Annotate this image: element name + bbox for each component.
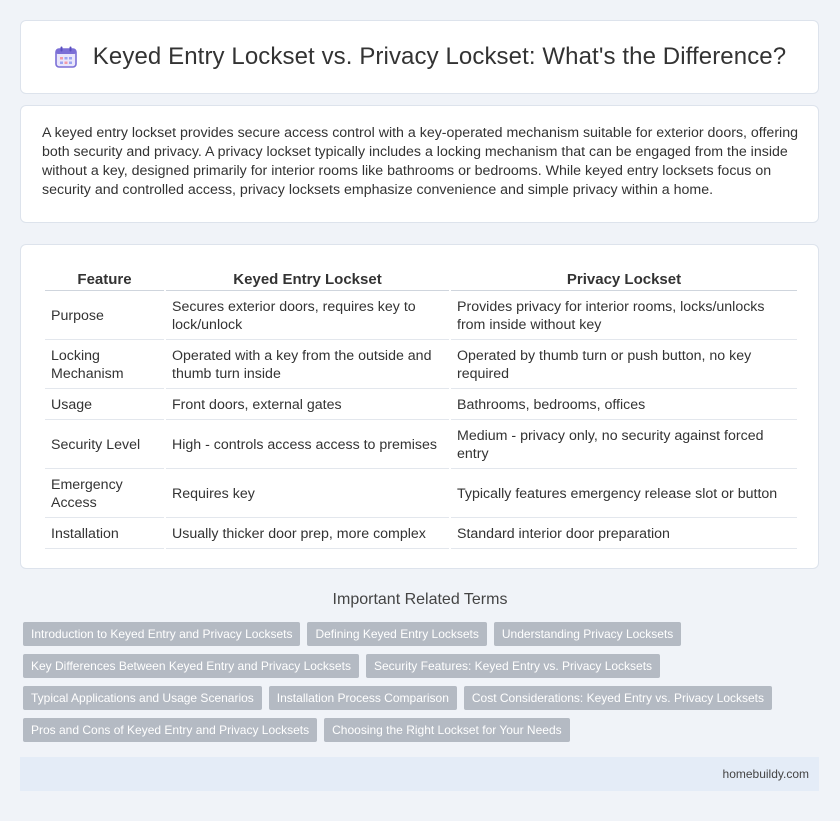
table-cell: Installation — [45, 518, 164, 549]
table-header-row — [45, 266, 797, 291]
table-row — [45, 518, 797, 549]
related-term-tag[interactable]: Typical Applications and Usage Scenarios — [23, 686, 262, 710]
related-terms-heading: Important Related Terms — [332, 591, 508, 608]
related-terms-tags — [23, 622, 813, 750]
table-cell: Purpose — [45, 291, 164, 340]
related-term-tag[interactable]: Understanding Privacy Locksets — [494, 622, 681, 646]
table-row — [45, 420, 797, 469]
comparison-table — [43, 266, 799, 549]
intro-card — [20, 105, 819, 223]
footer — [20, 757, 819, 791]
table-cell: Standard interior door preparation — [451, 518, 797, 549]
page-title: Keyed Entry Lockset vs. Privacy Lockset: What's the Difference? — [92, 43, 787, 70]
table-cell: Usage — [45, 389, 164, 420]
table-cell: High - controls access access to premises — [166, 420, 449, 469]
related-term-tag[interactable]: Introduction to Keyed Entry and Privacy Locksets — [23, 622, 300, 646]
table-row — [45, 291, 797, 340]
table-row — [45, 340, 797, 389]
table-row — [45, 469, 797, 518]
column-header-keyed-entry: Keyed Entry Lockset — [166, 266, 449, 291]
table-cell: Secures exterior doors, requires key to lock/unlock — [166, 291, 449, 340]
related-term-tag[interactable]: Security Features: Keyed Entry vs. Privacy Locksets — [366, 654, 660, 678]
related-term-tag[interactable]: Choosing the Right Lockset for Your Needs — [324, 718, 569, 742]
table-cell: Medium - privacy only, no security against forced entry — [451, 420, 797, 469]
related-term-tag[interactable]: Defining Keyed Entry Locksets — [307, 622, 486, 646]
comparison-table-card — [20, 244, 819, 569]
related-term-tag[interactable]: Pros and Cons of Keyed Entry and Privacy Locksets — [23, 718, 317, 742]
table-cell: Typically features emergency release slot or button — [451, 469, 797, 518]
table-cell: Operated with a key from the outside and thumb turn inside — [166, 340, 449, 389]
table-cell: Provides privacy for interior rooms, locks/unlocks from inside without key — [451, 291, 797, 340]
table-cell: Usually thicker door prep, more complex — [166, 518, 449, 549]
footer-site-link[interactable]: homebuildy.com — [722, 767, 809, 781]
table-cell: Locking Mechanism — [45, 340, 164, 389]
related-term-tag[interactable]: Key Differences Between Keyed Entry and Privacy Locksets — [23, 654, 359, 678]
title-card — [20, 20, 819, 94]
intro-text: A keyed entry lockset provides secure access control with a key-operated mechanism suitable for exterior doors, offering both security and privacy. A privacy lockset typically includes a locking mechanism that can be engaged from the inside without a key, designed primarily for interior rooms like bathrooms or bedrooms. While keyed entry locksets focus on security and controlled access, privacy locksets emphasize convenience and simple privacy within a home. — [42, 125, 798, 198]
table-cell: Requires key — [166, 469, 449, 518]
related-term-tag[interactable]: Cost Considerations: Keyed Entry vs. Privacy Locksets — [464, 686, 772, 710]
table-cell: Front doors, external gates — [166, 389, 449, 420]
table-cell: Emergency Access — [45, 469, 164, 518]
column-header-feature: Feature — [45, 266, 164, 291]
table-row — [45, 389, 797, 420]
table-cell: Operated by thumb turn or push button, no key required — [451, 340, 797, 389]
column-header-privacy: Privacy Lockset — [451, 266, 797, 291]
table-cell: Bathrooms, bedrooms, offices — [451, 389, 797, 420]
table-cell: Security Level — [45, 420, 164, 469]
calendar-icon — [53, 44, 79, 70]
related-term-tag[interactable]: Installation Process Comparison — [269, 686, 457, 710]
